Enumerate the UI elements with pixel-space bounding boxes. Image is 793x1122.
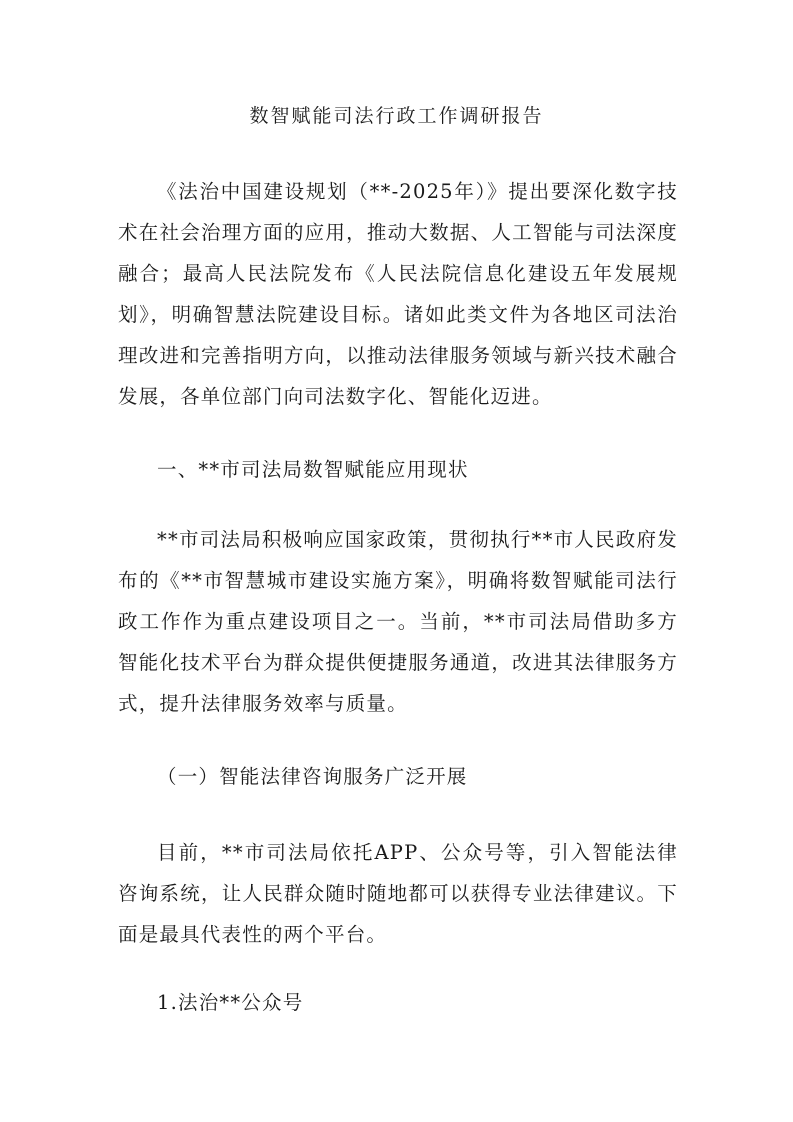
- subsection-paragraph: 目前，**市司法局依托APP、公众号等，引入智能法律咨询系统，让人民群众随时随地都可以获得专业法律建议。下面是最具代表性的两个平台。: [118, 841, 678, 946]
- section-paragraph: **市司法局积极响应国家政策，贯彻执行**市人民政府发布的《**市智慧城市建设实施方案》，明确将数智赋能司法行政工作作为重点建设项目之一。当前，**市司法局借助多方智能化技术平台为群众提供便捷服务通道，改进其法律服务方式，提升法律服务效率与质量。: [118, 528, 678, 715]
- subsection-heading: （一）智能法律咨询服务广泛开展: [157, 765, 468, 788]
- section-heading: 一、**市司法局数智赋能应用现状: [157, 458, 469, 481]
- document-title: 数智赋能司法行政工作调研报告: [249, 105, 544, 127]
- item-heading: 1.法治**公众号: [157, 991, 304, 1014]
- intro-paragraph: 《法治中国建设规划（**-2025年）》提出要深化数字技术在社会治理方面的应用，推动大数据、人工智能与司法深度融合；最高人民法院发布《人民法院信息化建设五年发展规划》，明确智慧法院建设目标。诸如此类文件为各地区司法治理改进和完善指明方向，以推动法律服务领域与新兴技术融合发展，各单位部门向司法数字化、智能化迈进。: [118, 180, 678, 408]
